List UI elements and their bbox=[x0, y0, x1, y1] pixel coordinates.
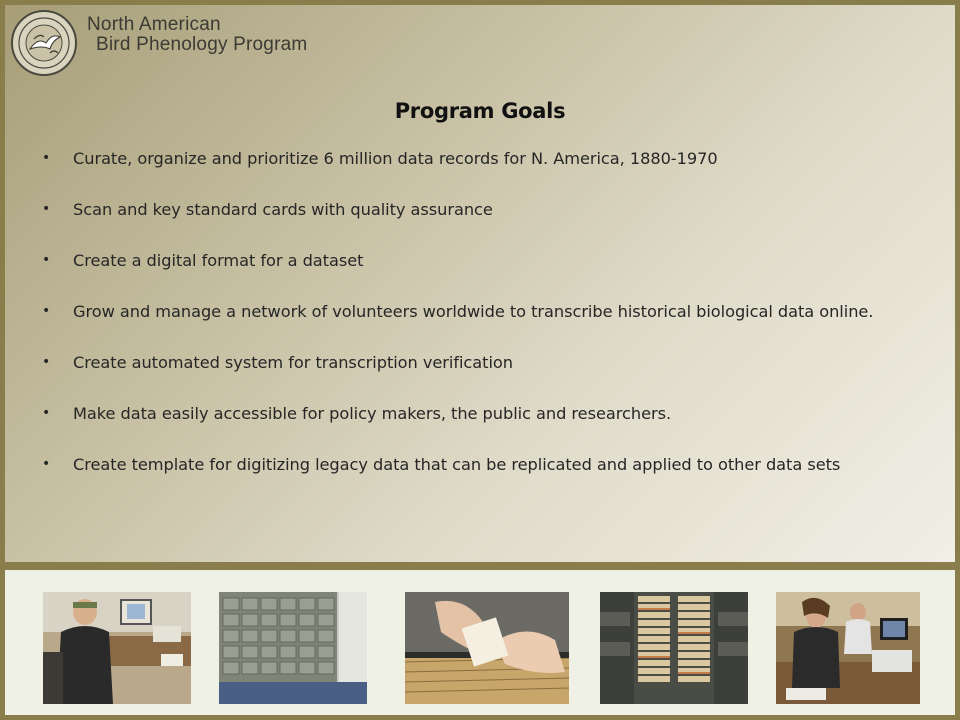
logo-wordmark bbox=[87, 15, 307, 55]
goal-text: Create automated system for transcription verification bbox=[73, 353, 513, 372]
open-card-drawers-photo bbox=[600, 592, 748, 704]
goal-text: Curate, organize and prioritize 6 million data records for N. America, 1880-1970 bbox=[73, 149, 718, 168]
goal-item bbox=[42, 248, 937, 273]
card-file-cabinets-photo bbox=[219, 592, 367, 704]
goal-item bbox=[42, 299, 937, 324]
program-logo bbox=[10, 9, 310, 79]
bullet-icon: • bbox=[42, 405, 51, 421]
goal-text: Grow and manage a network of volunteers worldwide to transcribe historical biological data online. bbox=[73, 302, 874, 321]
hands-sorting-cards-photo bbox=[405, 592, 569, 704]
goal-text: Create a digital format for a dataset bbox=[73, 251, 364, 270]
goal-item bbox=[42, 452, 937, 477]
bullet-icon: • bbox=[42, 150, 51, 166]
photo-strip bbox=[5, 570, 955, 715]
logo-line-2: Bird Phenology Program bbox=[96, 34, 308, 55]
bullet-icon: • bbox=[42, 252, 51, 268]
bird-seal-icon bbox=[10, 9, 78, 77]
goal-text: Create template for digitizing legacy data that can be replicated and applied to other data sets bbox=[73, 455, 841, 474]
goal-text: Make data easily accessible for policy makers, the public and researchers. bbox=[73, 404, 672, 423]
slide-panel bbox=[5, 5, 955, 562]
bullet-icon: • bbox=[42, 303, 51, 319]
goal-item bbox=[42, 197, 937, 222]
bullet-icon: • bbox=[42, 354, 51, 370]
goal-item bbox=[42, 146, 937, 171]
people-at-computers-photo bbox=[776, 592, 920, 704]
volunteer-at-desk-photo bbox=[43, 592, 191, 704]
bullet-icon: • bbox=[42, 201, 51, 217]
goal-item bbox=[42, 350, 937, 375]
logo-line-1: North American bbox=[87, 14, 221, 35]
goals-list bbox=[42, 146, 937, 503]
goal-text: Scan and key standard cards with quality assurance bbox=[73, 200, 493, 219]
page-title: Program Goals bbox=[394, 99, 566, 123]
bullet-icon: • bbox=[42, 456, 51, 472]
goal-item bbox=[42, 401, 937, 426]
